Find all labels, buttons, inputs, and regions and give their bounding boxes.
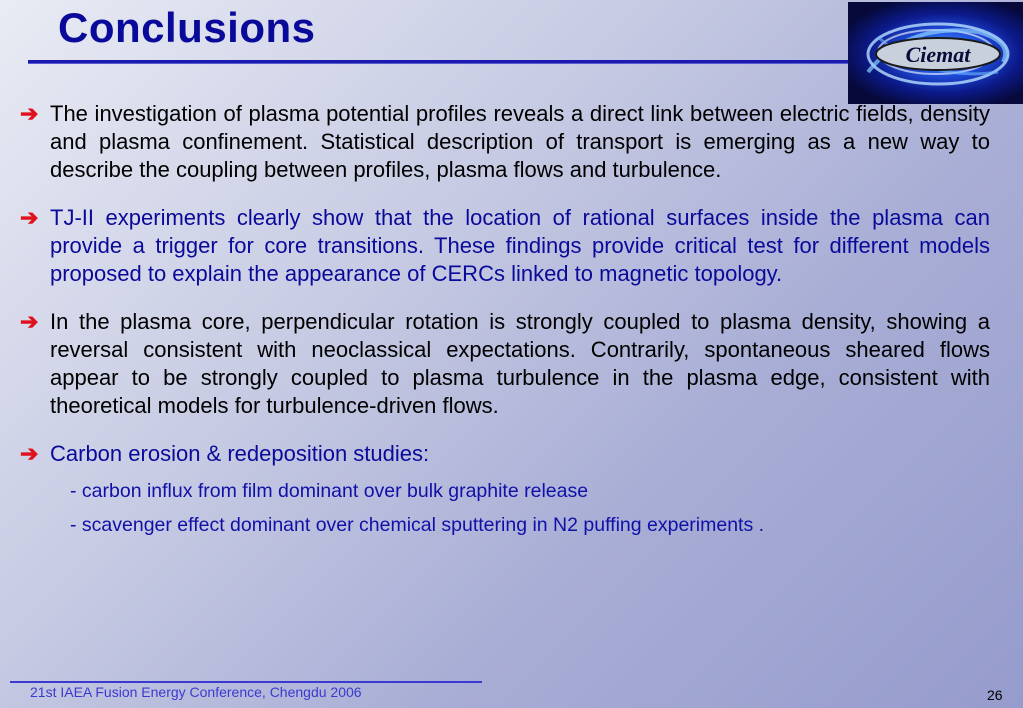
bullet-text: In the plasma core, perpendicular rotation is strongly coupled to plasma density, showing a reversal consistent with neoclassical expectations. Contrarily, spontaneous sheared flows appear to be strongly coupled to plasma turbulence in the plasma edge, consistent with theoretical models for turbulence-driven flows. <box>50 309 990 418</box>
sub-item: - scavenger effect dominant over chemical sputtering in N2 puffing experiments . <box>70 514 765 536</box>
logo-wordmark: Ciemat <box>905 42 971 67</box>
red-arrow-icon: ➔ <box>20 309 39 334</box>
bullet-text: Carbon erosion & redeposition studies: <box>50 441 430 466</box>
title-underline <box>28 60 850 64</box>
red-arrow-icon: ➔ <box>20 205 39 230</box>
sub-item: - carbon influx from film dominant over bulk graphite release <box>70 480 589 502</box>
red-arrow-icon: ➔ <box>20 101 39 126</box>
bullet-item <box>20 100 990 184</box>
red-arrow-icon: ➔ <box>20 441 39 466</box>
bullet-text: The investigation of plasma potential profiles reveals a direct link between electric fields, density and plasma confinement. Statistical description of transport is emerging as a new way to describe the coupling between profiles, plasma flows and turbulence. <box>50 101 990 182</box>
bullet-list <box>20 100 990 542</box>
bullet-item <box>20 204 990 288</box>
page-number: 26 <box>987 687 1003 703</box>
bullet-text: TJ-II experiments clearly show that the location of rational surfaces inside the plasma can provide a trigger for core transitions. These findings provide critical test for different models proposed to explain the appearance of CERCs linked to magnetic topology. <box>50 205 990 286</box>
bullet-item <box>20 440 990 468</box>
footer-divider <box>10 681 482 683</box>
bullet-item <box>20 308 990 420</box>
slide-title: Conclusions <box>58 4 316 51</box>
ciemat-logo <box>848 2 1023 104</box>
logo-graphic <box>848 2 1023 104</box>
footer-conference: 21st IAEA Fusion Energy Conference, Chengdu 2006 <box>30 684 362 700</box>
